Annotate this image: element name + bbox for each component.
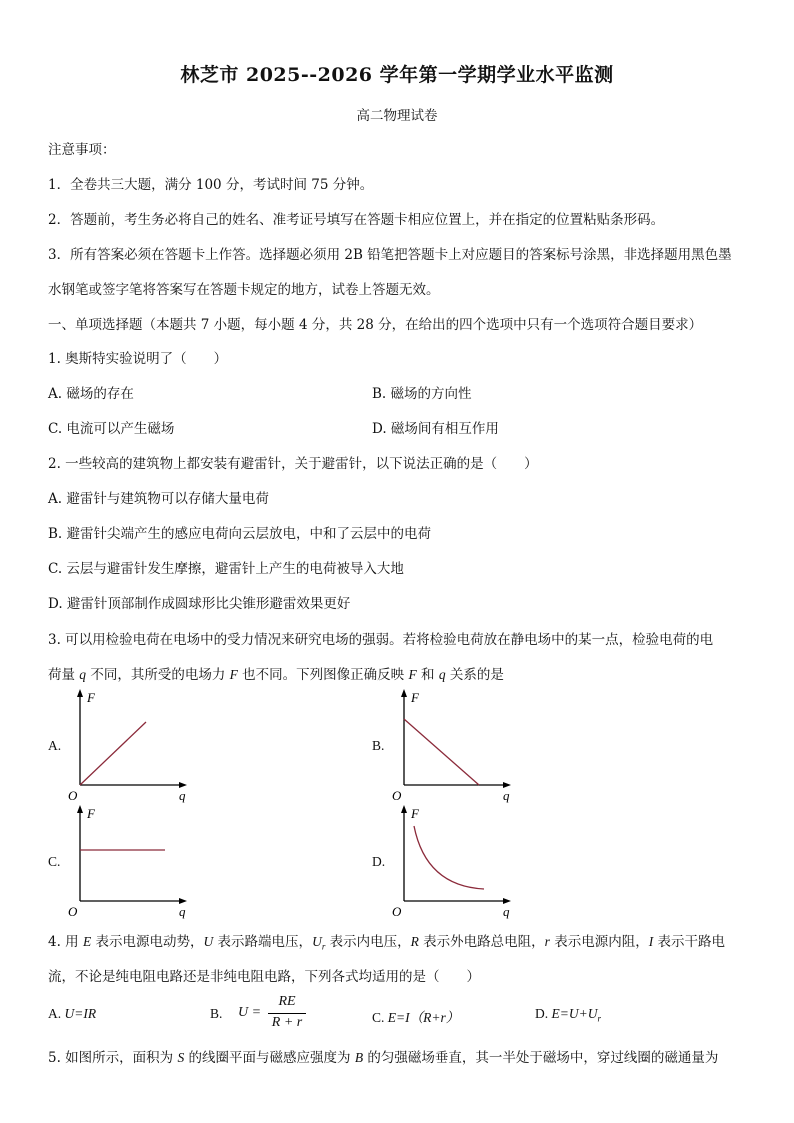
q4-option-a: A. U=IR bbox=[48, 1006, 97, 1021]
q3-stem-line1: 3. 可以用检验电荷在电场中的受力情况来研究电场的强弱。若将检验电荷放在静电场中的某一点，检验电荷的电 bbox=[48, 632, 714, 648]
q3-option-a-label: A. bbox=[48, 738, 62, 753]
graph-a-line bbox=[80, 722, 146, 785]
q2-option-c: C. 云层与避雷针发生摩擦，避雷针上产生的电荷被导入大地 bbox=[48, 561, 404, 577]
q1-option-b: B. 磁场的方向性 bbox=[372, 386, 472, 402]
q3-graph-c bbox=[66, 804, 196, 924]
graph-d-curve bbox=[414, 826, 484, 889]
q4-option-c: C. E=I（R+r） bbox=[372, 1010, 460, 1025]
exam-title: 林芝市 2025--2026 学年第一学期学业水平监测 bbox=[180, 64, 614, 86]
note-item-3-cont: 水钢笔或签字笔将答案写在答题卡规定的地方，试卷上答题无效。 bbox=[48, 282, 440, 298]
notes-heading: 注意事项： bbox=[48, 142, 116, 158]
q3-stem-line2: 荷量 q 不同，其所受的电场力 F 也不同。下列图像正确反映 F 和 q 关系的是 bbox=[48, 667, 504, 683]
q3-graph-d bbox=[390, 804, 520, 924]
y-axis-arrow bbox=[77, 805, 83, 813]
q4-stem-line2: 流，不论是纯电阻电路还是非纯电阻电路，下列各式均适用的是（ ） bbox=[48, 969, 480, 985]
q4-option-b-denominator: R + r bbox=[271, 1015, 303, 1030]
q4-option-b-label: B. bbox=[210, 1006, 223, 1021]
q1-option-c: C. 电流可以产生磁场 bbox=[48, 421, 175, 437]
y-axis-label: F bbox=[411, 806, 419, 821]
origin-label: O bbox=[392, 904, 402, 919]
note-item-3: 3．所有答案必须在答题卡上作答。选择题必须用 2B 铅笔把答题卡上对应题目的答案标号涂黑，非选择题用黑色墨 bbox=[48, 247, 732, 263]
x-axis-label: q bbox=[179, 788, 186, 803]
q2-option-b: B. 避雷针尖端产生的感应电荷向云层放电，中和了云层中的电荷 bbox=[48, 526, 432, 542]
q3-option-d-label: D. bbox=[372, 854, 386, 869]
q4-option-d: D. $E=U+U_r$ bbox=[535, 1006, 601, 1024]
x-axis-label: q bbox=[179, 904, 186, 919]
note-item-2: 2．答题前，考生务必将自己的姓名、准考证号填写在答题卡相应位置上，并在指定的位置粘贴条形码。 bbox=[48, 212, 665, 228]
q5-stem: 5. 如图所示，面积为 S 的线圈平面与磁感应强度为 B 的匀强磁场垂直，其一半处于磁场中，穿过线圈的磁通量为 bbox=[48, 1050, 719, 1066]
fraction-bar bbox=[268, 1013, 306, 1014]
y-axis-arrow bbox=[401, 805, 407, 813]
q1-stem: 1. 奥斯特实验说明了（ ） bbox=[48, 351, 228, 367]
q2-option-d: D. 避雷针顶部制作成圆球形比尖锥形避雷效果更好 bbox=[48, 596, 351, 612]
y-axis-label: F bbox=[411, 690, 419, 705]
q2-stem: 2. 一些较高的建筑物上都安装有避雷针，关于避雷针，以下说法正确的是（ ） bbox=[48, 456, 538, 472]
origin-label: O bbox=[392, 788, 402, 803]
q1-option-a: A. 磁场的存在 bbox=[48, 386, 134, 402]
origin-label: O bbox=[68, 904, 78, 919]
q4-stem-line1: 4. 用 E 表示电源电动势，U 表示路端电压，$U_r$ 表示内电压，R 表示外电路总电阻，r 表示电源内阻，I 表示干路电 bbox=[48, 934, 726, 952]
x-axis-label: q bbox=[503, 788, 510, 803]
y-axis-arrow bbox=[401, 689, 407, 697]
section-heading: 一、单项选择题（本题共 7 小题，每小题 4 分，共 28 分，在给出的四个选项中只有一个选项符合题目要求） bbox=[48, 317, 703, 333]
x-axis-label: q bbox=[503, 904, 510, 919]
q1-option-d: D. 磁场间有相互作用 bbox=[372, 421, 499, 437]
note-item-1: 1．全卷共三大题，满分 100 分，考试时间 75 分钟。 bbox=[48, 177, 374, 193]
y-axis-arrow bbox=[77, 689, 83, 697]
q3-graph-b bbox=[390, 688, 520, 808]
q3-option-c-label: C. bbox=[48, 854, 61, 869]
q4-option-b-lhs: U = bbox=[238, 1005, 262, 1020]
q2-option-a: A. 避雷针与建筑物可以存储大量电荷 bbox=[48, 491, 269, 507]
exam-subtitle: 高二物理试卷 bbox=[356, 108, 438, 124]
origin-label: O bbox=[68, 788, 78, 803]
graph-b-line bbox=[404, 719, 479, 785]
q3-option-b-label: B. bbox=[372, 738, 385, 753]
y-axis-label: F bbox=[87, 806, 95, 821]
q3-graph-a bbox=[66, 688, 196, 808]
q4-option-b-numerator: RE bbox=[278, 994, 296, 1009]
y-axis-label: F bbox=[87, 690, 95, 705]
